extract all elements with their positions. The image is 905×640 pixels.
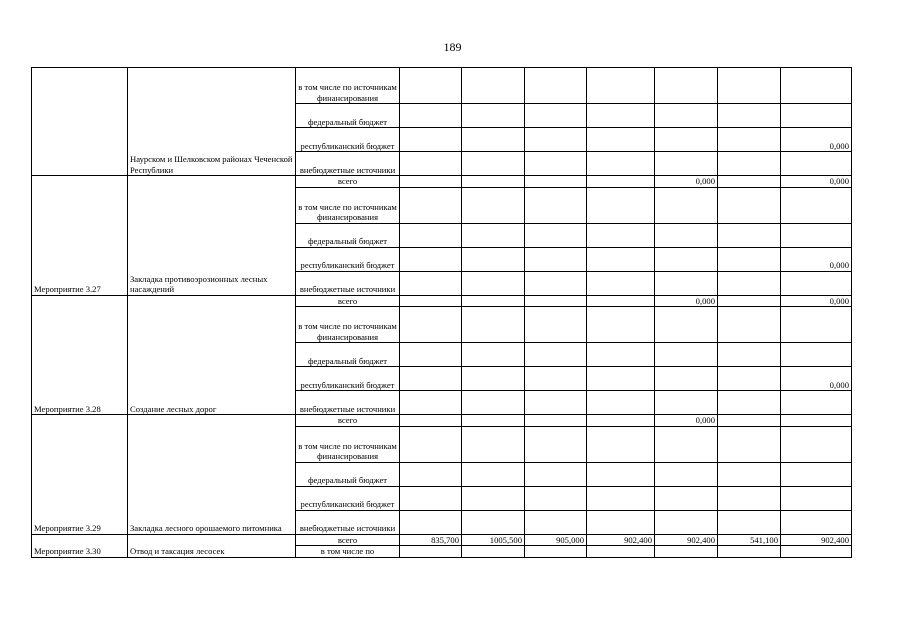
value-cell bbox=[400, 68, 462, 104]
value-cell bbox=[718, 176, 781, 188]
funding-source-cell: в том числе по источникам финансирования bbox=[296, 307, 400, 343]
value-cell bbox=[525, 247, 587, 271]
value-cell bbox=[525, 68, 587, 104]
funding-source-cell: внебюджетные источники bbox=[296, 152, 400, 176]
value-cell bbox=[525, 343, 587, 367]
value-cell bbox=[525, 152, 587, 176]
value-cell bbox=[400, 176, 462, 188]
value-cell bbox=[655, 486, 718, 510]
value-cell bbox=[587, 462, 655, 486]
value-cell bbox=[587, 187, 655, 223]
value-cell bbox=[462, 462, 525, 486]
value-cell bbox=[655, 223, 718, 247]
event-number-cell: Мероприятие 3.27 bbox=[32, 176, 128, 296]
value-cell bbox=[587, 546, 655, 558]
value-cell bbox=[718, 510, 781, 534]
value-cell bbox=[587, 104, 655, 128]
funding-source-cell: федеральный бюджет bbox=[296, 223, 400, 247]
value-cell bbox=[718, 546, 781, 558]
value-cell bbox=[462, 247, 525, 271]
value-cell bbox=[400, 271, 462, 295]
value-cell bbox=[400, 510, 462, 534]
value-cell bbox=[525, 391, 587, 415]
value-cell bbox=[718, 415, 781, 427]
funding-source-cell: федеральный бюджет bbox=[296, 343, 400, 367]
value-cell bbox=[655, 68, 718, 104]
value-cell bbox=[400, 307, 462, 343]
value-cell bbox=[525, 415, 587, 427]
value-cell bbox=[718, 343, 781, 367]
value-cell bbox=[462, 176, 525, 188]
value-cell bbox=[655, 343, 718, 367]
funding-source-cell: всего bbox=[296, 534, 400, 546]
value-cell bbox=[655, 128, 718, 152]
value-cell bbox=[781, 546, 852, 558]
value-cell bbox=[462, 271, 525, 295]
funding-source-cell: федеральный бюджет bbox=[296, 462, 400, 486]
value-cell bbox=[781, 271, 852, 295]
value-cell bbox=[655, 187, 718, 223]
funding-source-cell: республиканский бюджет bbox=[296, 486, 400, 510]
value-cell bbox=[781, 223, 852, 247]
value-cell bbox=[655, 462, 718, 486]
value-cell bbox=[400, 415, 462, 427]
value-cell bbox=[718, 307, 781, 343]
event-name-cell: Создание лесных дорог bbox=[128, 295, 296, 415]
funding-source-cell: внебюджетные источники bbox=[296, 271, 400, 295]
funding-source-cell: в том числе по источникам финансирования bbox=[296, 187, 400, 223]
value-cell bbox=[587, 271, 655, 295]
value-cell bbox=[587, 295, 655, 307]
value-cell bbox=[781, 415, 852, 427]
funding-source-cell: в том числе по источникам финансирования bbox=[296, 426, 400, 462]
value-cell: 905,000 bbox=[525, 534, 587, 546]
value-cell bbox=[781, 104, 852, 128]
value-cell bbox=[587, 307, 655, 343]
funding-source-cell: всего bbox=[296, 415, 400, 427]
value-cell bbox=[781, 343, 852, 367]
table-row bbox=[32, 295, 852, 307]
funding-source-cell: в том числе по bbox=[296, 546, 400, 558]
value-cell bbox=[400, 247, 462, 271]
value-cell bbox=[587, 128, 655, 152]
value-cell bbox=[781, 462, 852, 486]
value-cell bbox=[400, 546, 462, 558]
event-number-cell bbox=[32, 68, 128, 176]
value-cell bbox=[587, 176, 655, 188]
value-cell bbox=[462, 68, 525, 104]
value-cell bbox=[462, 343, 525, 367]
value-cell bbox=[400, 462, 462, 486]
funding-source-cell: всего bbox=[296, 176, 400, 188]
value-cell bbox=[525, 223, 587, 247]
value-cell bbox=[462, 295, 525, 307]
value-cell bbox=[718, 426, 781, 462]
value-cell bbox=[525, 187, 587, 223]
value-cell bbox=[718, 223, 781, 247]
value-cell bbox=[462, 510, 525, 534]
value-cell bbox=[781, 486, 852, 510]
value-cell bbox=[400, 223, 462, 247]
value-cell bbox=[400, 391, 462, 415]
value-cell bbox=[781, 510, 852, 534]
funding-source-cell: внебюджетные источники bbox=[296, 510, 400, 534]
value-cell bbox=[525, 510, 587, 534]
event-name-cell: Закладка лесного орошаемого питомника bbox=[128, 415, 296, 535]
value-cell: 902,400 bbox=[587, 534, 655, 546]
value-cell bbox=[718, 68, 781, 104]
value-cell bbox=[462, 307, 525, 343]
value-cell: 0,000 bbox=[781, 367, 852, 391]
value-cell bbox=[718, 128, 781, 152]
value-cell bbox=[587, 415, 655, 427]
value-cell bbox=[718, 152, 781, 176]
funding-source-cell: внебюджетные источники bbox=[296, 391, 400, 415]
funding-source-cell: республиканский бюджет bbox=[296, 247, 400, 271]
event-number-cell: Мероприятие 3.30 bbox=[32, 534, 128, 557]
value-cell: 0,000 bbox=[781, 295, 852, 307]
budget-table bbox=[31, 67, 852, 558]
value-cell bbox=[781, 391, 852, 415]
value-cell: 902,400 bbox=[655, 534, 718, 546]
value-cell bbox=[400, 128, 462, 152]
value-cell bbox=[587, 343, 655, 367]
value-cell: 0,000 bbox=[781, 176, 852, 188]
value-cell bbox=[525, 295, 587, 307]
value-cell bbox=[525, 176, 587, 188]
value-cell bbox=[718, 104, 781, 128]
value-cell bbox=[781, 187, 852, 223]
value-cell bbox=[781, 426, 852, 462]
value-cell bbox=[587, 510, 655, 534]
funding-source-cell: республиканский бюджет bbox=[296, 128, 400, 152]
value-cell bbox=[718, 271, 781, 295]
value-cell bbox=[655, 510, 718, 534]
value-cell bbox=[587, 152, 655, 176]
value-cell bbox=[400, 367, 462, 391]
event-name-cell: Отвод и таксация лесосек bbox=[128, 534, 296, 557]
value-cell bbox=[400, 486, 462, 510]
value-cell bbox=[781, 152, 852, 176]
value-cell bbox=[655, 391, 718, 415]
value-cell bbox=[400, 295, 462, 307]
value-cell bbox=[525, 462, 587, 486]
value-cell bbox=[462, 546, 525, 558]
value-cell bbox=[400, 152, 462, 176]
table-row bbox=[32, 176, 852, 188]
value-cell bbox=[587, 426, 655, 462]
value-cell bbox=[718, 247, 781, 271]
value-cell bbox=[655, 152, 718, 176]
value-cell bbox=[525, 486, 587, 510]
value-cell bbox=[462, 187, 525, 223]
value-cell: 0,000 bbox=[781, 247, 852, 271]
page-number: 189 bbox=[443, 40, 462, 54]
table-row bbox=[32, 415, 852, 427]
value-cell bbox=[718, 486, 781, 510]
value-cell bbox=[655, 367, 718, 391]
value-cell bbox=[655, 426, 718, 462]
event-number-cell: Мероприятие 3.29 bbox=[32, 415, 128, 535]
value-cell bbox=[400, 343, 462, 367]
value-cell bbox=[587, 486, 655, 510]
funding-source-cell: всего bbox=[296, 295, 400, 307]
value-cell bbox=[718, 462, 781, 486]
value-cell: 0,000 bbox=[655, 415, 718, 427]
event-number-cell: Мероприятие 3.28 bbox=[32, 295, 128, 415]
value-cell bbox=[781, 68, 852, 104]
value-cell bbox=[462, 391, 525, 415]
value-cell bbox=[462, 223, 525, 247]
value-cell: 1005,500 bbox=[462, 534, 525, 546]
value-cell bbox=[587, 247, 655, 271]
value-cell bbox=[655, 271, 718, 295]
value-cell bbox=[587, 367, 655, 391]
value-cell bbox=[587, 223, 655, 247]
value-cell: 0,000 bbox=[655, 176, 718, 188]
value-cell bbox=[400, 426, 462, 462]
value-cell bbox=[718, 391, 781, 415]
value-cell bbox=[718, 295, 781, 307]
funding-source-cell: федеральный бюджет bbox=[296, 104, 400, 128]
value-cell bbox=[655, 307, 718, 343]
value-cell: 0,000 bbox=[655, 295, 718, 307]
value-cell bbox=[462, 415, 525, 427]
value-cell bbox=[400, 104, 462, 128]
value-cell bbox=[781, 307, 852, 343]
value-cell bbox=[718, 367, 781, 391]
value-cell bbox=[525, 367, 587, 391]
value-cell bbox=[462, 426, 525, 462]
event-name-cell: Наурском и Шелковском районах Чеченской Республики bbox=[128, 68, 296, 176]
value-cell bbox=[462, 152, 525, 176]
value-cell bbox=[462, 486, 525, 510]
value-cell bbox=[655, 104, 718, 128]
value-cell bbox=[462, 104, 525, 128]
value-cell bbox=[525, 426, 587, 462]
value-cell bbox=[655, 546, 718, 558]
value-cell: 541,100 bbox=[718, 534, 781, 546]
table-row bbox=[32, 534, 852, 546]
event-name-cell: Закладка противоэрозионных лесных насаждений bbox=[128, 176, 296, 296]
funding-source-cell: республиканский бюджет bbox=[296, 367, 400, 391]
value-cell bbox=[525, 546, 587, 558]
value-cell bbox=[525, 307, 587, 343]
value-cell bbox=[587, 391, 655, 415]
value-cell bbox=[718, 187, 781, 223]
value-cell bbox=[525, 271, 587, 295]
value-cell: 835,700 bbox=[400, 534, 462, 546]
value-cell bbox=[462, 128, 525, 152]
value-cell: 0,000 bbox=[781, 128, 852, 152]
value-cell bbox=[400, 187, 462, 223]
table-row bbox=[32, 68, 852, 104]
value-cell bbox=[525, 104, 587, 128]
value-cell bbox=[587, 68, 655, 104]
value-cell bbox=[525, 128, 587, 152]
value-cell bbox=[462, 367, 525, 391]
value-cell bbox=[655, 247, 718, 271]
value-cell: 902,400 bbox=[781, 534, 852, 546]
funding-source-cell: в том числе по источникам финансирования bbox=[296, 68, 400, 104]
